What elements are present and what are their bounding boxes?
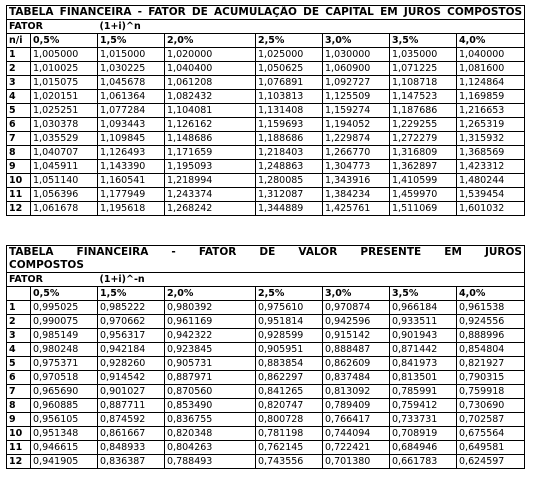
table-row [7,455,525,469]
factor-cell: 0,790315 [457,371,525,385]
table2-title-line2: COMPOSTOS [9,259,84,271]
table-row [7,132,525,146]
factor-cell: 1,010025 [31,62,98,76]
factor-cell: 0,871442 [390,343,457,357]
table-row [7,104,525,118]
factor-cell: 0,928260 [98,357,165,371]
table1-header-ni: n/i [7,34,31,48]
factor-cell: 0,905731 [165,357,256,371]
factor-cell: 0,887711 [98,399,165,413]
factor-cell: 1,480244 [457,174,525,188]
table2-fator-label: FATOR [7,273,98,287]
row-period: 9 [7,413,31,427]
table2-title-line1: TABELA FINANCEIRA - FATOR DE VALOR PRESENTE EM JUROS [9,246,522,258]
factor-cell: 0,804263 [165,441,256,455]
factor-cell: 1,020000 [165,48,256,62]
factor-cell: 0,836755 [165,413,256,427]
row-period: 4 [7,90,31,104]
factor-cell: 1,071225 [390,62,457,76]
factor-cell: 0,905951 [256,343,323,357]
factor-cell: 1,020151 [31,90,98,104]
row-period: 5 [7,104,31,118]
factor-cell: 0,951814 [256,315,323,329]
factor-cell: 1,125509 [323,90,390,104]
table-row [7,357,525,371]
factor-cell: 1,035000 [390,48,457,62]
factor-cell: 0,975371 [31,357,98,371]
factor-cell: 1,177949 [98,188,165,202]
row-period: 8 [7,146,31,160]
factor-cell: 1,015000 [98,48,165,62]
table1-rate-header: 2,0% [165,34,256,48]
factor-cell: 0,853490 [165,399,256,413]
table2-rate-header: 2,5% [256,287,323,301]
factor-cell: 1,061678 [31,202,98,216]
factor-cell: 1,171659 [165,146,256,160]
factor-cell: 1,248863 [256,160,323,174]
factor-cell: 0,820348 [165,427,256,441]
factor-cell: 1,126493 [98,146,165,160]
table-row [7,385,525,399]
factor-cell: 1,092727 [323,76,390,90]
factor-cell: 1,218403 [256,146,323,160]
factor-cell: 0,923845 [165,343,256,357]
row-period: 5 [7,357,31,371]
factor-cell: 1,384234 [323,188,390,202]
factor-cell: 1,076891 [256,76,323,90]
factor-cell: 1,159274 [323,104,390,118]
table-row [7,118,525,132]
table-row [7,399,525,413]
factor-cell: 0,960885 [31,399,98,413]
factor-cell: 1,148686 [165,132,256,146]
factor-cell: 0,924556 [457,315,525,329]
factor-cell: 0,841265 [256,385,323,399]
factor-cell: 0,788493 [165,455,256,469]
factor-cell: 0,883854 [256,357,323,371]
factor-cell: 1,025000 [256,48,323,62]
factor-cell: 1,103813 [256,90,323,104]
factor-cell: 0,862297 [256,371,323,385]
factor-cell: 0,708919 [390,427,457,441]
factor-cell: 1,368569 [457,146,525,160]
factor-cell: 1,169859 [457,90,525,104]
factor-cell: 1,195618 [98,202,165,216]
factor-cell: 0,874592 [98,413,165,427]
table-row [7,90,525,104]
factor-cell: 0,759918 [457,385,525,399]
factor-cell: 1,005000 [31,48,98,62]
factor-cell: 0,985222 [98,301,165,315]
row-period: 11 [7,441,31,455]
table1-rate-header: 2,5% [256,34,323,48]
factor-cell: 0,759412 [390,399,457,413]
table2-formula: (1+i)^-n [99,274,145,285]
factor-cell: 1,272279 [390,132,457,146]
factor-cell: 1,315932 [457,132,525,146]
factor-cell: 1,045678 [98,76,165,90]
factor-cell: 1,304773 [323,160,390,174]
factor-cell: 1,265319 [457,118,525,132]
factor-cell: 0,624597 [457,455,525,469]
factor-cell: 0,887971 [165,371,256,385]
factor-cell: 1,362897 [390,160,457,174]
factor-cell: 1,040000 [457,48,525,62]
factor-cell: 0,800728 [256,413,323,427]
factor-cell: 0,785991 [390,385,457,399]
table-row [7,188,525,202]
factor-cell: 0,933511 [390,315,457,329]
table-row [7,160,525,174]
factor-cell: 0,901027 [98,385,165,399]
factor-cell: 1,243374 [165,188,256,202]
factor-cell: 1,030225 [98,62,165,76]
factor-cell: 1,104081 [165,104,256,118]
row-period: 12 [7,202,31,216]
row-period: 10 [7,174,31,188]
factor-cell: 0,813501 [390,371,457,385]
factor-cell: 1,187686 [390,104,457,118]
table-row [7,427,525,441]
factor-cell: 0,961169 [165,315,256,329]
table1-rate-header: 4,0% [457,34,525,48]
factor-cell: 0,990075 [31,315,98,329]
factor-cell: 0,684946 [390,441,457,455]
table-row [7,76,525,90]
row-period: 7 [7,132,31,146]
row-period: 6 [7,371,31,385]
factor-cell: 1,147523 [390,90,457,104]
factor-cell: 0,995025 [31,301,98,315]
factor-cell: 1,051140 [31,174,98,188]
factor-cell: 1,081600 [457,62,525,76]
factor-cell: 1,159693 [256,118,323,132]
factor-cell: 0,888996 [457,329,525,343]
factor-cell: 0,766417 [323,413,390,427]
factor-cell: 0,928599 [256,329,323,343]
factor-cell: 0,914542 [98,371,165,385]
factor-cell: 1,143390 [98,160,165,174]
factor-cell: 1,459970 [390,188,457,202]
table1-rate-header: 3,5% [390,34,457,48]
factor-cell: 0,901943 [390,329,457,343]
factor-cell: 0,861667 [98,427,165,441]
factor-cell: 0,722421 [323,441,390,455]
factor-cell: 1,093443 [98,118,165,132]
factor-cell: 0,702587 [457,413,525,427]
factor-cell: 0,888487 [323,343,390,357]
table1-rate-header: 1,5% [98,34,165,48]
factor-cell: 0,970518 [31,371,98,385]
table-row [7,329,525,343]
row-period: 6 [7,118,31,132]
table-row [7,62,525,76]
row-period: 9 [7,160,31,174]
table1-formula: (1+i)^n [99,21,141,32]
factor-cell: 0,942596 [323,315,390,329]
factor-cell: 0,837484 [323,371,390,385]
factor-cell: 0,870560 [165,385,256,399]
factor-cell: 1,108718 [390,76,457,90]
table2-rate-header: 4,0% [457,287,525,301]
factor-cell: 1,077284 [98,104,165,118]
table-row [7,371,525,385]
table2-rate-header: 1,5% [98,287,165,301]
factor-cell: 1,316809 [390,146,457,160]
factor-cell: 0,915142 [323,329,390,343]
factor-cell: 1,124864 [457,76,525,90]
factor-cell: 0,980392 [165,301,256,315]
factor-cell: 0,854804 [457,343,525,357]
table-row [7,174,525,188]
factor-cell: 1,040400 [165,62,256,76]
factor-cell: 1,035529 [31,132,98,146]
factor-cell: 0,675564 [457,427,525,441]
factor-cell: 1,601032 [457,202,525,216]
factor-cell: 0,762145 [256,441,323,455]
factor-cell: 1,015075 [31,76,98,90]
factor-cell: 1,060900 [323,62,390,76]
factor-cell: 1,344889 [256,202,323,216]
table1-fator-label: FATOR [7,20,98,34]
factor-cell: 1,061208 [165,76,256,90]
table-row [7,315,525,329]
factor-cell: 1,030378 [31,118,98,132]
table-row [7,343,525,357]
accumulation-factor-table [6,5,525,216]
factor-cell: 0,781198 [256,427,323,441]
row-period: 3 [7,76,31,90]
factor-cell: 0,942184 [98,343,165,357]
table1-rate-header: 3,0% [323,34,390,48]
factor-cell: 1,218994 [165,174,256,188]
table2-rate-header: 3,5% [390,287,457,301]
factor-cell: 0,701380 [323,455,390,469]
factor-cell: 0,965690 [31,385,98,399]
factor-cell: 0,970874 [323,301,390,315]
row-period: 3 [7,329,31,343]
factor-cell: 1,126162 [165,118,256,132]
factor-cell: 0,951348 [31,427,98,441]
factor-cell: 1,109845 [98,132,165,146]
factor-cell: 1,082432 [165,90,256,104]
table1-title: TABELA FINANCEIRA - FATOR DE ACUMULAÇÃO DE CAPITAL EM JUROS COMPOSTOS [7,6,525,20]
table2-header-row [7,287,525,301]
table1-rate-header: 0,5% [31,34,98,48]
factor-cell: 1,229255 [390,118,457,132]
table2-rate-header: 0,5% [31,287,98,301]
factor-cell: 1,280085 [256,174,323,188]
row-period: 10 [7,427,31,441]
factor-cell: 1,188686 [256,132,323,146]
factor-cell: 1,410599 [390,174,457,188]
row-period: 8 [7,399,31,413]
factor-cell: 1,312087 [256,188,323,202]
factor-cell: 0,841973 [390,357,457,371]
table-row [7,202,525,216]
row-period: 11 [7,188,31,202]
factor-cell: 1,056396 [31,188,98,202]
row-period: 1 [7,48,31,62]
present-value-factor-table [6,245,525,469]
factor-cell: 1,216653 [457,104,525,118]
table2-header-ni-empty [7,287,31,301]
factor-cell: 1,229874 [323,132,390,146]
table-row [7,413,525,427]
factor-cell: 0,975610 [256,301,323,315]
factor-cell: 0,942322 [165,329,256,343]
factor-cell: 1,423312 [457,160,525,174]
factor-cell: 1,425761 [323,202,390,216]
factor-cell: 1,268242 [165,202,256,216]
factor-cell: 0,649581 [457,441,525,455]
row-period: 2 [7,62,31,76]
factor-cell: 1,539454 [457,188,525,202]
factor-cell: 1,040707 [31,146,98,160]
factor-cell: 1,131408 [256,104,323,118]
factor-cell: 1,343916 [323,174,390,188]
table2-rate-header: 2,0% [165,287,256,301]
factor-cell: 1,195093 [165,160,256,174]
factor-cell: 0,985149 [31,329,98,343]
table2-fator-row [7,273,525,287]
table2-title [7,246,525,273]
factor-cell: 1,030000 [323,48,390,62]
factor-cell: 0,966184 [390,301,457,315]
factor-cell: 0,956317 [98,329,165,343]
factor-cell: 0,820747 [256,399,323,413]
factor-cell: 0,970662 [98,315,165,329]
factor-cell: 1,511069 [390,202,457,216]
factor-cell: 1,266770 [323,146,390,160]
factor-cell: 0,821927 [457,357,525,371]
factor-cell: 0,789409 [323,399,390,413]
factor-cell: 0,941905 [31,455,98,469]
factor-cell: 1,050625 [256,62,323,76]
factor-cell: 0,980248 [31,343,98,357]
table-row [7,146,525,160]
factor-cell: 0,946615 [31,441,98,455]
row-period: 1 [7,301,31,315]
factor-cell: 0,813092 [323,385,390,399]
table-row [7,441,525,455]
table-row [7,301,525,315]
factor-cell: 0,730690 [457,399,525,413]
table1-fator-row [7,20,525,34]
table2-rate-header: 3,0% [323,287,390,301]
factor-cell: 0,744094 [323,427,390,441]
table1-header-row [7,34,525,48]
row-period: 7 [7,385,31,399]
factor-cell: 0,961538 [457,301,525,315]
factor-cell: 1,045911 [31,160,98,174]
factor-cell: 0,862609 [323,357,390,371]
factor-cell: 0,956105 [31,413,98,427]
factor-cell: 0,743556 [256,455,323,469]
table-row [7,48,525,62]
factor-cell: 0,836387 [98,455,165,469]
factor-cell: 0,661783 [390,455,457,469]
factor-cell: 1,194052 [323,118,390,132]
factor-cell: 1,061364 [98,90,165,104]
factor-cell: 1,025251 [31,104,98,118]
factor-cell: 0,848933 [98,441,165,455]
row-period: 2 [7,315,31,329]
factor-cell: 0,733731 [390,413,457,427]
row-period: 4 [7,343,31,357]
row-period: 12 [7,455,31,469]
factor-cell: 1,160541 [98,174,165,188]
